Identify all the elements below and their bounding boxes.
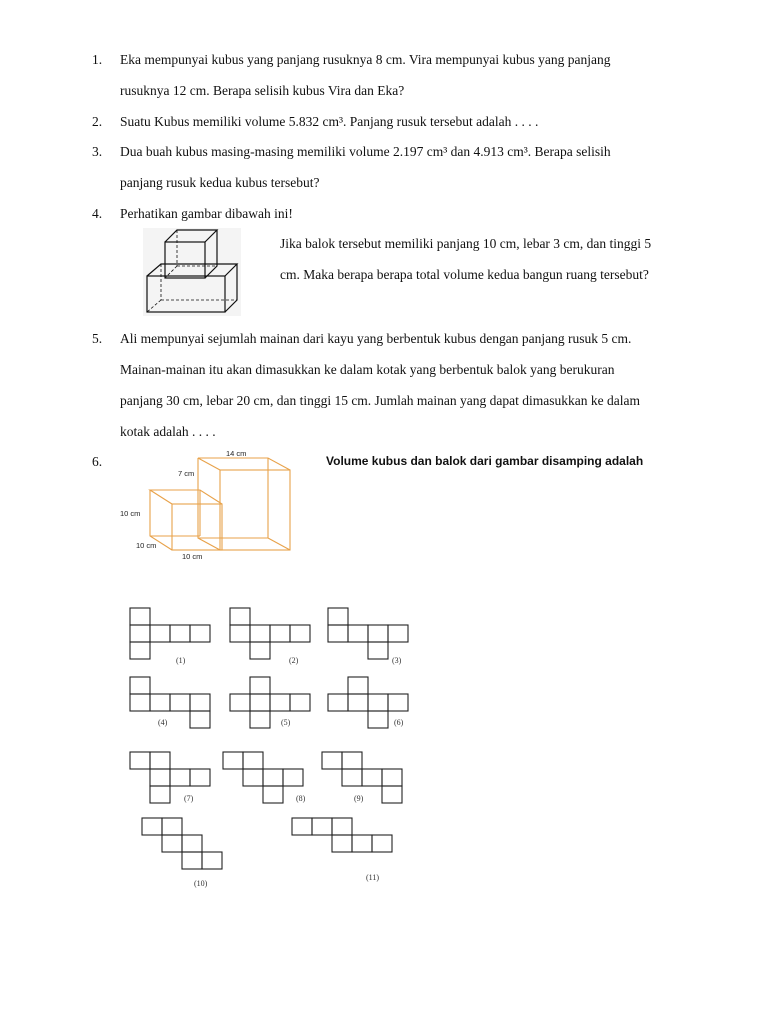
net-square <box>283 769 303 786</box>
net-square <box>182 852 202 869</box>
question-line: Eka mempunyai kubus yang panjang rusuknya 8 cm. Vira mempunyai kubus yang panjang <box>120 52 611 67</box>
net-square <box>322 752 342 769</box>
net-square <box>142 818 162 835</box>
question-number: 3. <box>92 144 103 159</box>
net-square <box>230 625 250 642</box>
net-square <box>243 769 263 786</box>
net-label-1: (1) <box>176 656 186 665</box>
net-square <box>190 625 210 642</box>
net-square <box>250 711 270 728</box>
net-square <box>190 694 210 711</box>
net-square <box>270 625 290 642</box>
net-square <box>362 769 382 786</box>
question-6-side-text: Volume kubus dan balok dari gambar disamping adalah <box>326 454 644 468</box>
net-square <box>170 769 190 786</box>
cube-net-4 <box>130 677 210 728</box>
question-text <box>120 136 680 198</box>
net-label-9: (9) <box>354 794 364 803</box>
question-number: 2. <box>92 114 103 129</box>
net-square <box>223 752 243 769</box>
net-square <box>368 642 388 659</box>
question-line: rusuknya 12 cm. Berapa selisih kubus Vira dan Eka? <box>120 83 405 98</box>
question-number: 1. <box>92 52 103 67</box>
net-square <box>388 625 408 642</box>
question-line: Perhatikan gambar dibawah ini! <box>120 206 293 221</box>
question-line: panjang rusuk kedua kubus tersebut? <box>120 175 320 190</box>
net-label-3: (3) <box>392 656 402 665</box>
net-square <box>150 786 170 803</box>
net-square <box>230 608 250 625</box>
net-square <box>382 769 402 786</box>
cube-net-7 <box>130 752 210 803</box>
question-line: panjang 30 cm, lebar 20 cm, dan tinggi 15 cm. Jumlah mainan yang dapat dimasukkan ke dalam <box>120 393 640 408</box>
net-square <box>328 694 348 711</box>
question-line: Ali mempunyai sejumlah mainan dari kayu yang berbentuk kubus dengan panjang rusuk 5 cm. <box>120 331 632 346</box>
net-square <box>368 711 388 728</box>
net-square <box>130 608 150 625</box>
net-square <box>290 625 310 642</box>
net-square <box>342 769 362 786</box>
net-label-6: (6) <box>394 718 404 727</box>
net-square <box>202 852 222 869</box>
cube-and-cuboid-figure <box>118 446 298 564</box>
net-square <box>348 694 368 711</box>
net-square <box>348 625 368 642</box>
net-square <box>270 694 290 711</box>
net-square <box>130 677 150 694</box>
question-number: 6. <box>92 454 103 469</box>
net-square <box>328 625 348 642</box>
net-square <box>342 752 362 769</box>
net-square <box>243 752 263 769</box>
net-square <box>290 694 310 711</box>
question-line: Jika balok tersebut memiliki panjang 10 cm, lebar 3 cm, dan tinggi 5 <box>280 236 652 251</box>
net-square <box>372 835 392 852</box>
question-number: 4. <box>92 206 103 221</box>
net-square <box>292 818 312 835</box>
net-square <box>230 694 250 711</box>
net-label-10: (10) <box>194 879 208 888</box>
cube-net-10 <box>142 818 222 869</box>
cube-net-3 <box>328 608 408 659</box>
question-line: Suatu Kubus memiliki volume 5.832 cm³. Panjang rusuk tersebut adalah . . . . <box>120 114 539 129</box>
question-line: kotak adalah . . . . <box>120 424 216 439</box>
net-square <box>250 677 270 694</box>
question-line: cm. Maka berapa berapa total volume kedua bangun ruang tersebut? <box>280 267 649 282</box>
net-square <box>368 694 388 711</box>
net-label-8: (8) <box>296 794 306 803</box>
question-text <box>120 44 680 106</box>
cube-nets-figure <box>118 600 418 895</box>
net-square <box>150 752 170 769</box>
cube-net-8 <box>223 752 303 803</box>
net-label-5: (5) <box>281 718 291 727</box>
net-square <box>263 786 283 803</box>
net-square <box>150 694 170 711</box>
question-text <box>120 198 680 229</box>
net-label-4: (4) <box>158 718 168 727</box>
net-square <box>130 642 150 659</box>
question-line: Mainan-mainan itu akan dimasukkan ke dalam kotak yang berbentuk balok yang berukuran <box>120 362 615 377</box>
net-square <box>130 752 150 769</box>
net-label-2: (2) <box>289 656 299 665</box>
net-square <box>328 608 348 625</box>
net-square <box>382 786 402 803</box>
net-square <box>182 835 202 852</box>
question-line: Dua buah kubus masing-masing memiliki volume 2.197 cm³ dan 4.913 cm³. Berapa selisih <box>120 144 611 159</box>
question-text <box>120 106 680 137</box>
net-square <box>332 835 352 852</box>
net-square <box>368 625 388 642</box>
net-square <box>130 625 150 642</box>
label-10cm-bottom-left: 10 cm <box>136 541 157 550</box>
cube-net-1 <box>130 608 210 659</box>
net-square <box>352 835 372 852</box>
net-square <box>250 694 270 711</box>
label-10cm-bottom: 10 cm <box>182 552 203 561</box>
net-square <box>190 711 210 728</box>
question-4-side-text <box>280 228 680 290</box>
net-square <box>263 769 283 786</box>
net-square <box>250 625 270 642</box>
net-square <box>348 677 368 694</box>
label-14cm: 14 cm <box>226 449 247 458</box>
cube-net-2 <box>230 608 310 659</box>
net-label-11: (11) <box>366 873 380 882</box>
net-square <box>150 769 170 786</box>
net-label-7: (7) <box>184 794 194 803</box>
cube-net-5 <box>230 677 310 728</box>
net-square <box>150 625 170 642</box>
net-square <box>170 625 190 642</box>
question-text <box>120 323 680 447</box>
label-10cm-left: 10 cm <box>120 509 141 518</box>
net-square <box>190 769 210 786</box>
question-number: 5. <box>92 331 103 346</box>
label-7cm: 7 cm <box>178 469 195 478</box>
cube-on-cuboid-figure <box>143 228 241 316</box>
cube-net-11 <box>292 818 392 852</box>
net-square <box>250 642 270 659</box>
net-square <box>170 694 190 711</box>
net-square <box>162 818 182 835</box>
net-square <box>130 694 150 711</box>
net-square <box>388 694 408 711</box>
net-square <box>312 818 332 835</box>
net-square <box>332 818 352 835</box>
net-square <box>162 835 182 852</box>
